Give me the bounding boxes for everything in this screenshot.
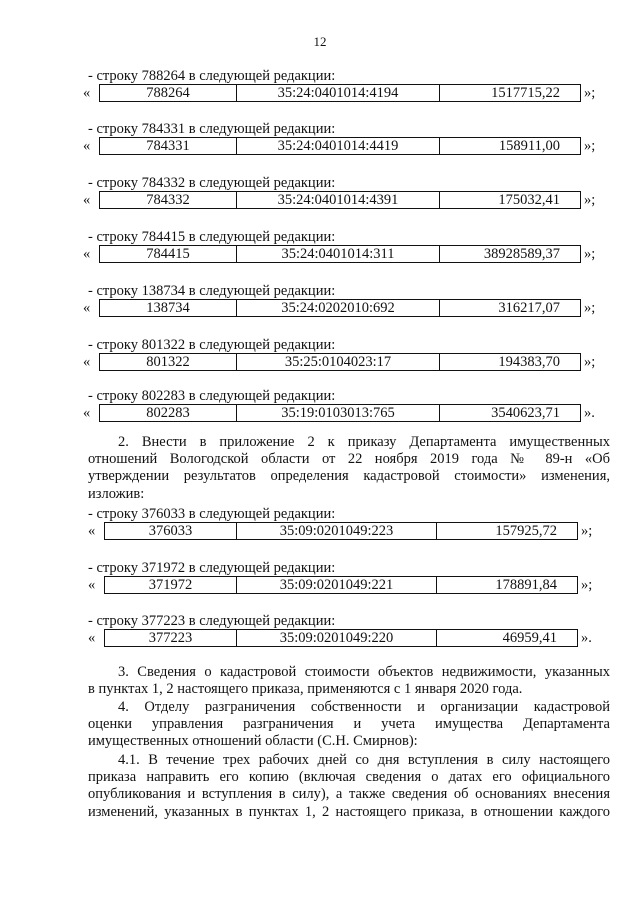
row-label: - строку 784415 в следующей редакции:: [88, 229, 336, 245]
close-quote: »;: [584, 354, 596, 370]
open-quote: «: [83, 192, 91, 208]
cadastral-number-cell: 35:09:0201049:221: [237, 577, 437, 593]
cadastral-number-cell: 35:24:0401014:4419: [237, 138, 440, 154]
data-table-row: [99, 299, 581, 317]
row-label: - строку 371972 в следующей редакции:: [88, 560, 336, 576]
row-label: - строку 376033 в следующей редакции:: [88, 506, 336, 522]
object-number-cell: 138734: [100, 300, 237, 316]
object-number-cell: 801322: [100, 354, 237, 370]
paragraph-4-line: имущественных отношений области (С.Н. Смирнов):: [88, 733, 418, 750]
paragraph-2-line: утверждении результатов определения кадастровой стоимости» изменения,: [88, 468, 610, 485]
paragraph-4-1-line: 4.1. В течение трех рабочих дней со дня вступления в силу настоящего: [118, 752, 610, 768]
data-table-row: [99, 245, 581, 263]
cadastral-number-cell: 35:19:0103013:765: [237, 405, 440, 421]
table-row: [88, 576, 628, 594]
open-quote: «: [83, 354, 91, 370]
open-quote: «: [83, 246, 91, 262]
table-row: [88, 629, 628, 647]
page-number: 12: [313, 34, 327, 49]
data-table-row: [104, 629, 578, 647]
object-number-cell: 371972: [105, 577, 237, 593]
cadastral-number-cell: 35:24:0401014:4391: [237, 192, 440, 208]
data-table-row: [99, 404, 581, 422]
cadastral-value-cell: 46959,41: [502, 630, 557, 646]
data-table-row: [104, 576, 578, 594]
cadastral-value-cell: 38928589,37: [483, 246, 560, 262]
object-number-cell: 376033: [105, 523, 237, 539]
close-quote: »;: [584, 192, 596, 208]
row-label: - строку 377223 в следующей редакции:: [88, 613, 336, 629]
open-quote: «: [88, 523, 96, 539]
close-quote: »;: [584, 300, 596, 316]
table-row: [83, 353, 623, 371]
object-number-cell: 784331: [100, 138, 237, 154]
open-quote: «: [88, 577, 96, 593]
open-quote: «: [83, 85, 91, 101]
paragraph-2: [88, 434, 610, 503]
open-quote: «: [88, 630, 96, 646]
cadastral-value-cell: 3540623,71: [491, 405, 560, 421]
close-quote: »;: [584, 138, 596, 154]
object-number-cell: 784332: [100, 192, 237, 208]
row-label: - строку 784332 в следующей редакции:: [88, 175, 336, 191]
table-row: [83, 245, 623, 263]
data-table-row: [99, 353, 581, 371]
cadastral-value-cell: 316217,07: [498, 300, 560, 316]
paragraph-3-line: в пунктах 1, 2 настоящего приказа, применяются с 1 января 2020 года.: [88, 681, 523, 698]
cadastral-value-cell: 178891,84: [495, 577, 557, 593]
paragraph-3-line: 3. Сведения о кадастровой стоимости объектов недвижимости, указанных: [118, 664, 610, 680]
table-row: [83, 299, 623, 317]
cadastral-value-cell: 194383,70: [498, 354, 560, 370]
data-table-row: [104, 522, 578, 540]
close-quote: »;: [584, 246, 596, 262]
paragraph-4-1-line: опубликования и вступления в силу), а также сведения об основаниях внесения: [88, 786, 610, 803]
close-quote: ».: [581, 630, 592, 646]
paragraph-2-line: 2. Внести в приложение 2 к приказу Департамента имущественных: [118, 434, 610, 450]
paragraph-4-1-line: приказа направить его копию (включая сведения о датах его официального: [88, 769, 610, 786]
cadastral-number-cell: 35:25:0104023:17: [237, 354, 440, 370]
object-number-cell: 377223: [105, 630, 237, 646]
close-quote: ».: [584, 405, 595, 421]
paragraph-4-1-line: изменений, указанных в пунктах 1, 2 настоящего приказа, в отношении каждого: [88, 803, 610, 820]
close-quote: »;: [584, 85, 596, 101]
object-number-cell: 802283: [100, 405, 237, 421]
close-quote: »;: [581, 523, 593, 539]
cadastral-number-cell: 35:24:0202010:692: [237, 300, 440, 316]
row-label: - строку 788264 в следующей редакции:: [88, 68, 336, 84]
cadastral-number-cell: 35:24:0401014:4194: [237, 85, 440, 101]
cadastral-value-cell: 175032,41: [498, 192, 560, 208]
row-label: - строку 784331 в следующей редакции:: [88, 121, 336, 137]
data-table-row: [99, 191, 581, 209]
open-quote: «: [83, 138, 91, 154]
close-quote: »;: [581, 577, 593, 593]
row-label: - строку 138734 в следующей редакции:: [88, 283, 336, 299]
open-quote: «: [83, 405, 91, 421]
paragraph-4-line: 4. Отделу разграничения собственности и организации кадастровой: [118, 699, 610, 715]
paragraph-2-line: отношений Вологодской области от 22 ноября 2019 года № 89-н «Об: [88, 451, 610, 468]
cadastral-value-cell: 1517715,22: [491, 85, 560, 101]
data-table-row: [99, 137, 581, 155]
data-table-row: [99, 84, 581, 102]
table-row: [83, 84, 623, 102]
cadastral-value-cell: 157925,72: [495, 523, 557, 539]
cadastral-value-cell: 158911,00: [498, 138, 560, 154]
paragraph-2-line: изложив:: [88, 485, 145, 502]
table-row: [83, 404, 623, 422]
paragraph-4: [88, 699, 610, 751]
table-row: [83, 191, 623, 209]
cadastral-number-cell: 35:09:0201049:220: [237, 630, 437, 646]
row-label: - строку 802283 в следующей редакции:: [88, 388, 336, 404]
table-row: [83, 137, 623, 155]
cadastral-number-cell: 35:09:0201049:223: [237, 523, 437, 539]
object-number-cell: 784415: [100, 246, 237, 262]
table-row: [88, 522, 628, 540]
paragraph-4-line: оценки управления разграничения и учета имущества Департамента: [88, 716, 610, 733]
paragraph-4-1: [88, 752, 610, 821]
cadastral-number-cell: 35:24:0401014:311: [237, 246, 440, 262]
open-quote: «: [83, 300, 91, 316]
object-number-cell: 788264: [100, 85, 237, 101]
paragraph-3: [88, 664, 610, 698]
row-label: - строку 801322 в следующей редакции:: [88, 337, 336, 353]
